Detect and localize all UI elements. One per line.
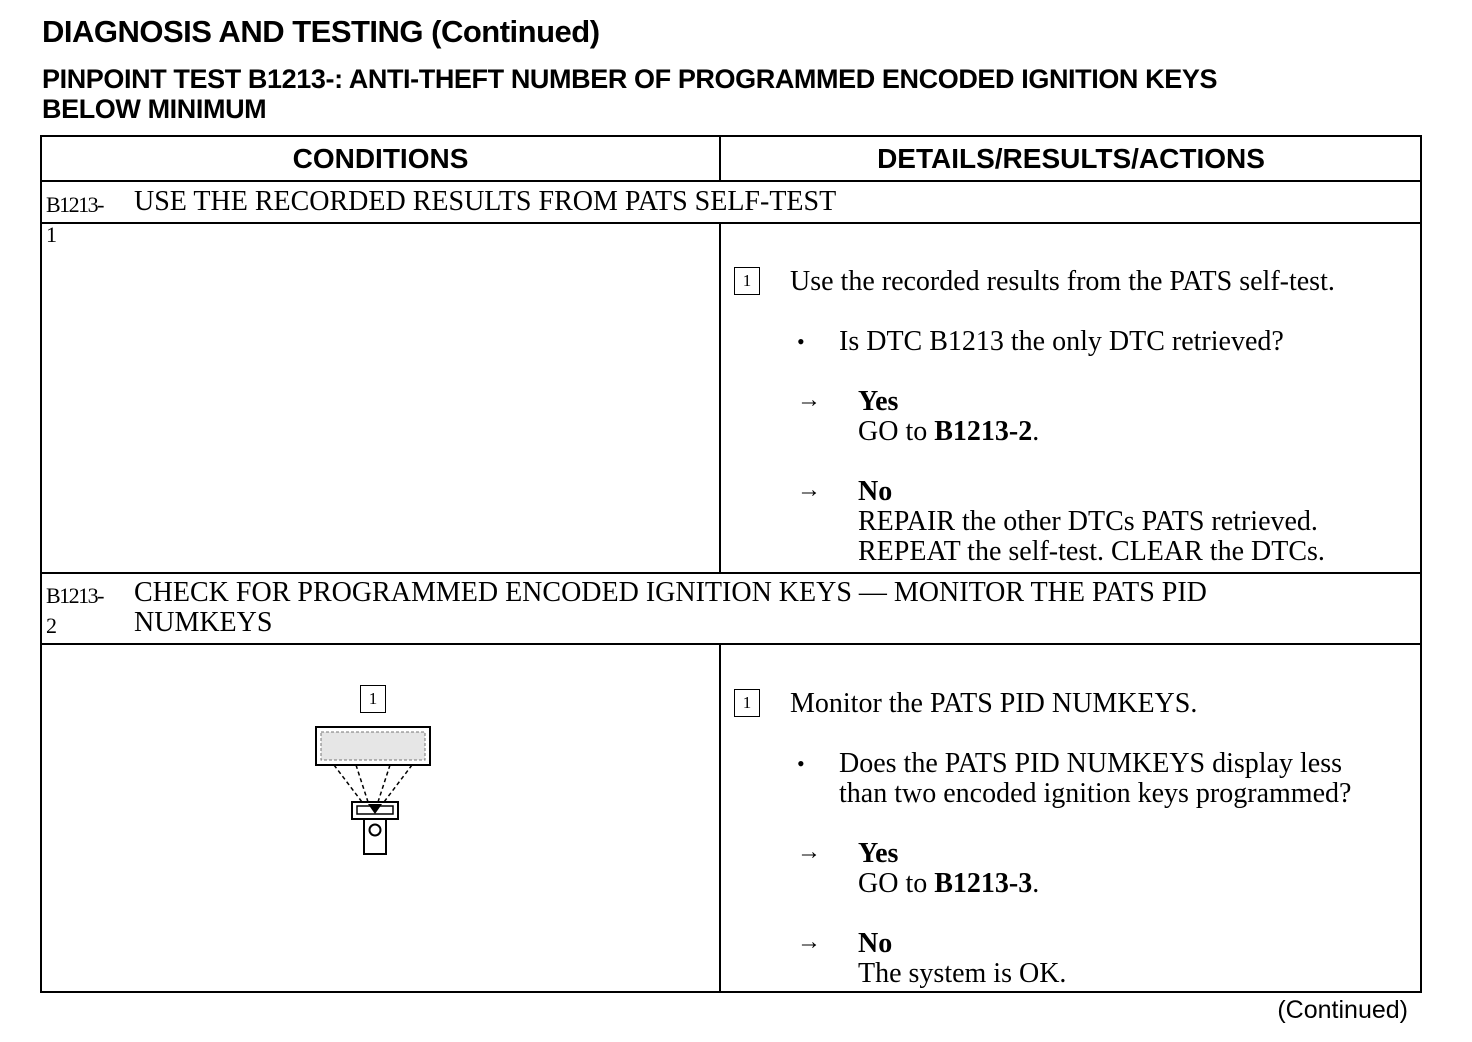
bullet-icon: • — [797, 751, 805, 776]
action-number-box: 1 — [734, 689, 760, 717]
step-id: B1213-1 — [46, 192, 103, 247]
yes-action: GO to B1213-2. — [858, 416, 1040, 447]
arrow-right-icon: → — [797, 929, 821, 955]
divider — [42, 222, 1420, 224]
question-text-line-1: Does the PATS PID NUMKEYS display less — [839, 748, 1343, 779]
column-divider-step-2 — [719, 644, 721, 993]
figure-number-box: 1 — [360, 685, 386, 713]
test-title-line-2: BELOW MINIMUM — [42, 94, 267, 124]
step-title: CHECK FOR PROGRAMMED ENCODED IGNITION KEYS — MONITOR THE PATS PID — [134, 577, 1207, 608]
yes-label: Yes — [858, 386, 899, 417]
yes-label: Yes — [858, 838, 899, 869]
section-title: DIAGNOSIS AND TESTING (Continued) — [42, 14, 600, 49]
no-label: No — [858, 928, 893, 959]
arrow-right-icon: → — [797, 387, 821, 413]
goto-target-link[interactable]: B1213-2 — [934, 416, 1033, 447]
action-text: Use the recorded results from the PATS self-test. — [790, 266, 1335, 297]
step-id: B1213-2 — [46, 583, 103, 638]
pinpoint-test-table — [40, 135, 1422, 993]
action-number-box: 1 — [734, 267, 760, 295]
question-text: Is DTC B1213 the only DTC retrieved? — [839, 326, 1284, 357]
scan-tool-ignition-key-icon — [312, 722, 437, 857]
column-header-details: DETAILS/RESULTS/ACTIONS — [877, 143, 1265, 174]
action-text: Monitor the PATS PID NUMKEYS. — [790, 688, 1198, 719]
step-title: USE THE RECORDED RESULTS FROM PATS SELF-TEST — [134, 186, 837, 217]
continued-footer: (Continued) — [1277, 996, 1408, 1024]
no-action-line-1: The system is OK. — [858, 958, 1067, 989]
divider — [42, 572, 1420, 574]
no-label: No — [858, 476, 893, 507]
yes-action: GO to B1213-3. — [858, 868, 1040, 899]
test-title — [42, 64, 1442, 124]
arrow-right-icon: → — [797, 839, 821, 865]
arrow-right-icon: → — [797, 477, 821, 503]
bullet-icon: • — [797, 329, 805, 354]
divider — [42, 180, 1420, 182]
no-action-line-2: REPEAT the self-test. CLEAR the DTCs. — [858, 536, 1325, 567]
step-title-line-2: NUMKEYS — [134, 607, 273, 638]
no-action-line-1: REPAIR the other DTCs PATS retrieved. — [858, 506, 1318, 537]
column-header-conditions: CONDITIONS — [292, 143, 469, 174]
test-title-line-1: PINPOINT TEST B1213-: ANTI-THEFT NUMBER OF PROGRAMMED ENCODED IGNITION KEYS — [42, 64, 1218, 94]
divider — [42, 643, 1420, 645]
goto-target-link[interactable]: B1213-3 — [934, 868, 1033, 899]
column-divider-step-1 — [719, 223, 721, 573]
question-text-line-2: than two encoded ignition keys programmed? — [839, 778, 1352, 809]
